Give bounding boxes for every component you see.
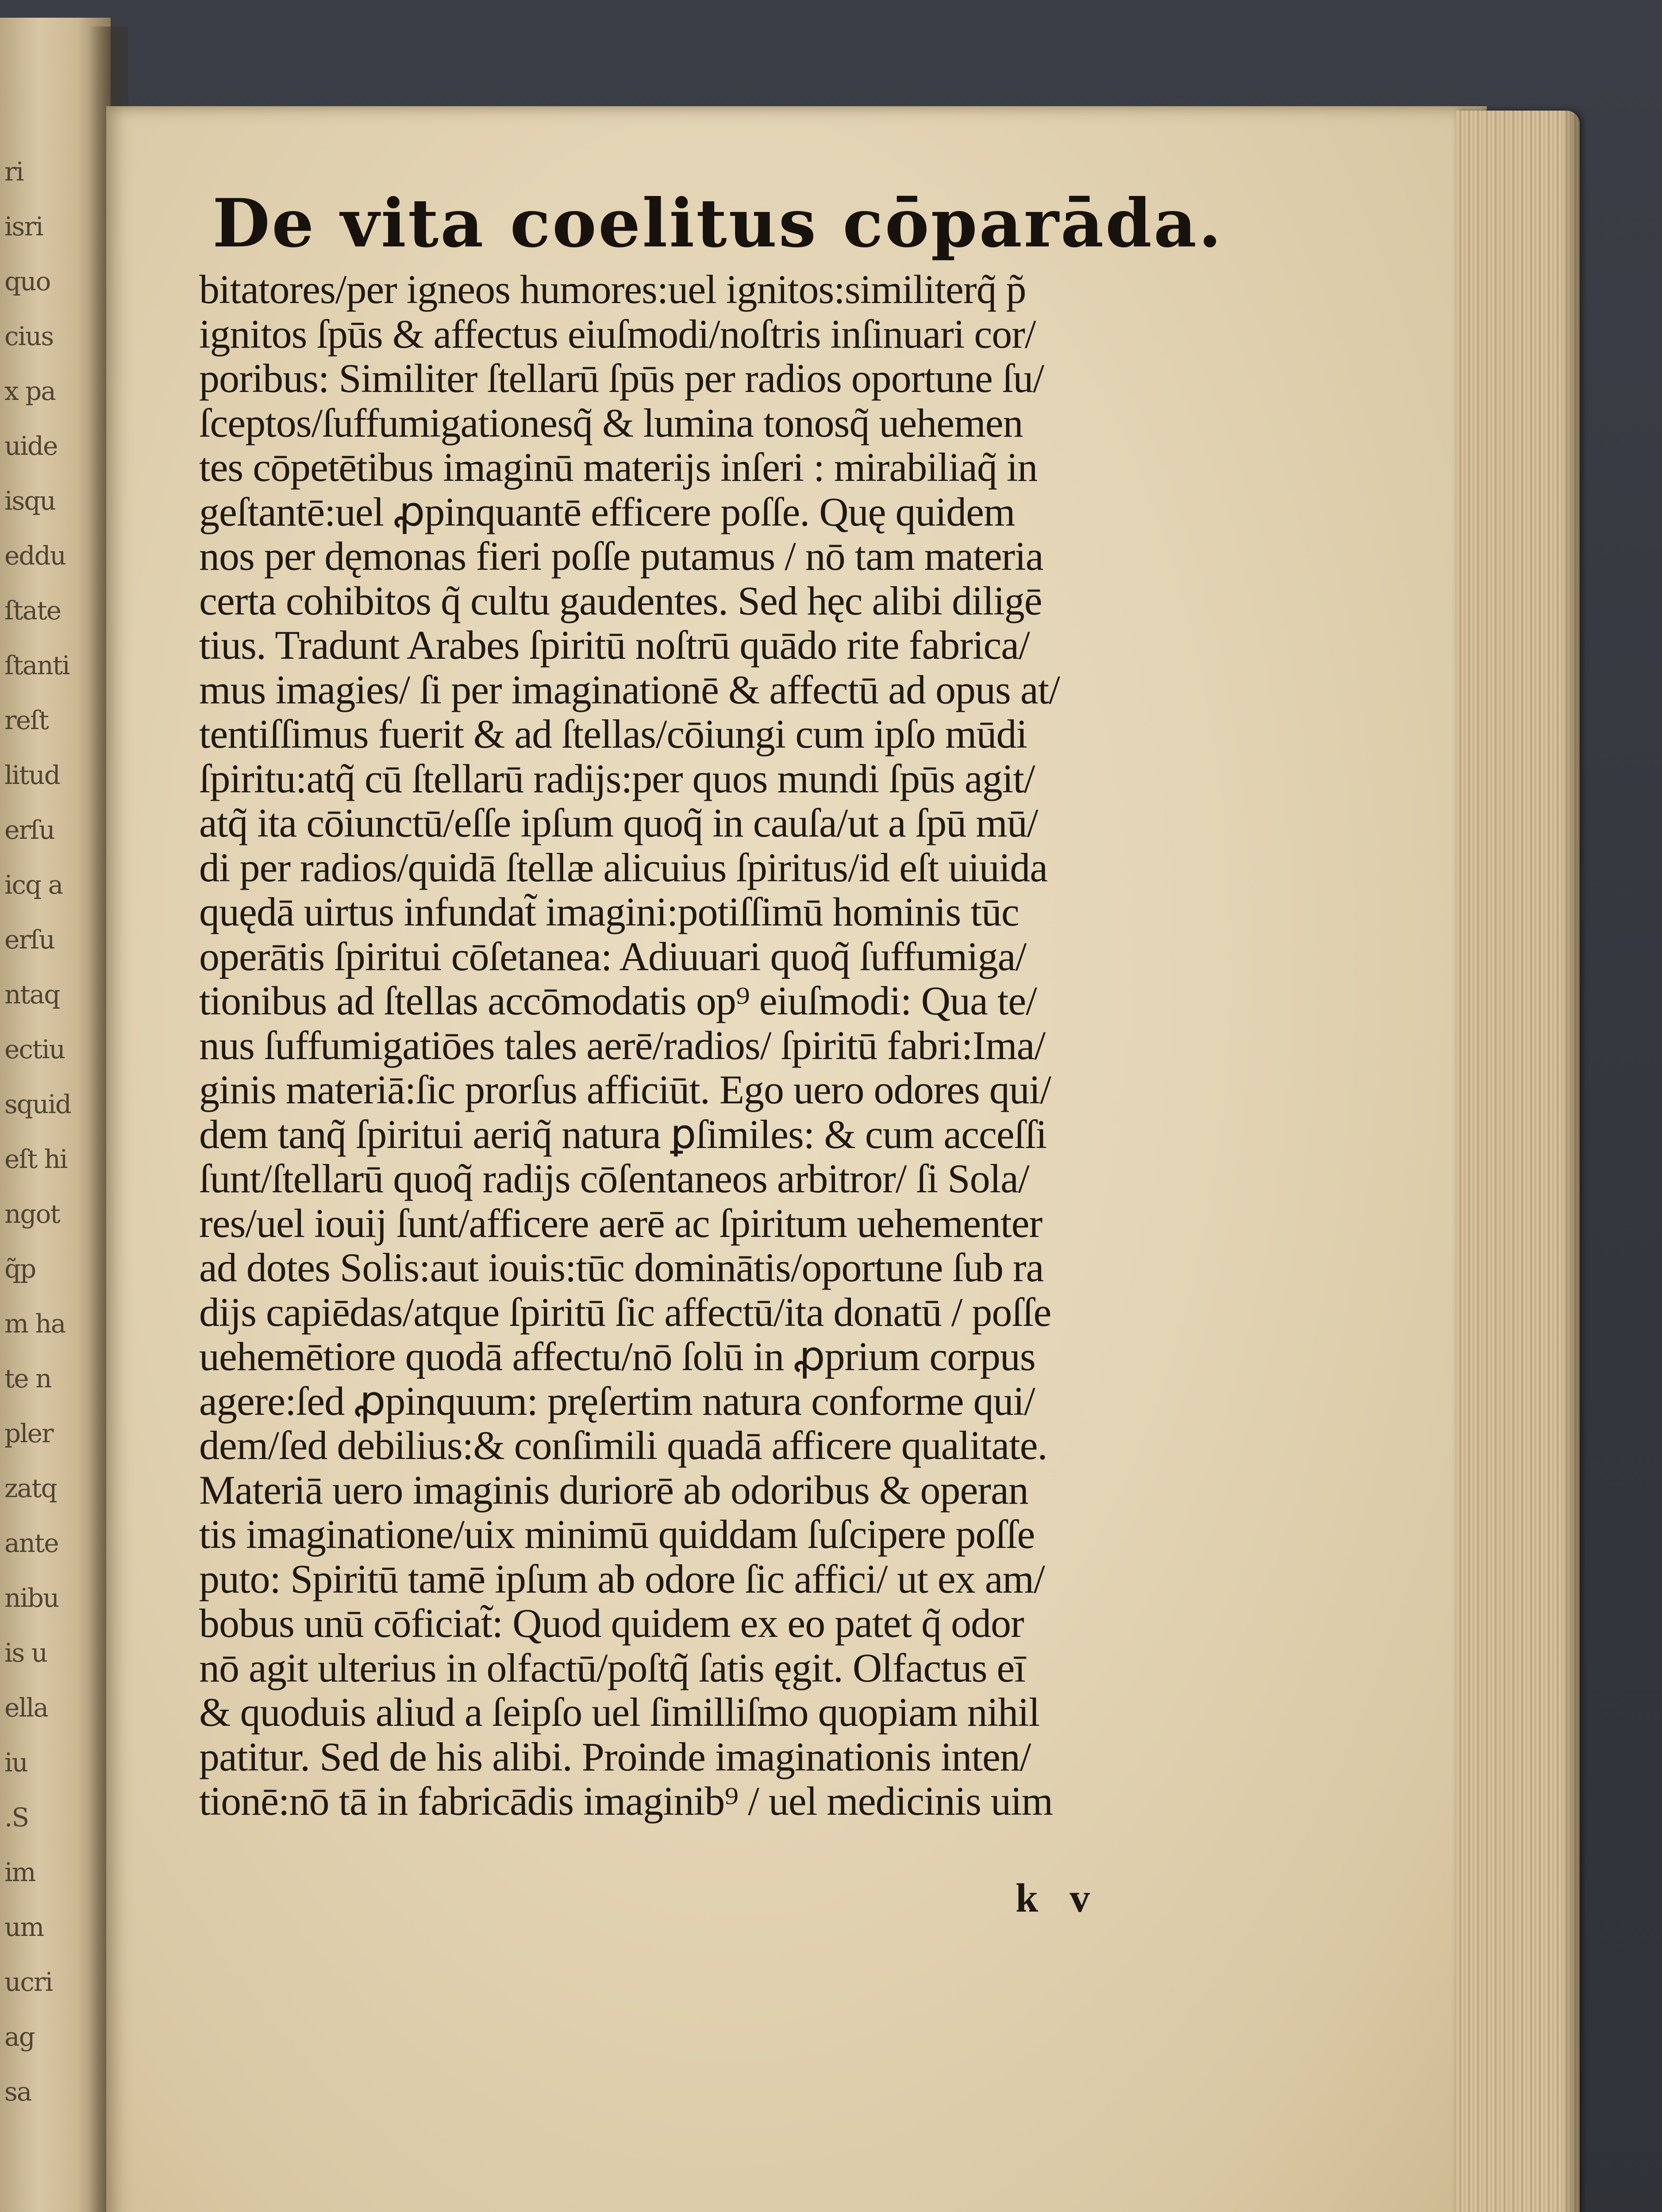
text-line: tionibus ad ſtellas accōmodatis op⁹ eiuſmodi: Qua te/: [199, 978, 1037, 1023]
facing-page-fragment: um: [4, 1912, 44, 1942]
text-line: atq̃ ita cōiunctū/eſſe ipſum quoq̃ in cauſa/ut a ſpū mū/: [199, 800, 1038, 845]
facing-page-fragment: icq a: [4, 870, 63, 900]
facing-page-fragment: erſu: [4, 925, 54, 955]
text-line: certa cohibitos q̃ cultu gaudentes. Sed hęc alibi diligē: [199, 578, 1042, 623]
text-line: quędā uirtus infundat̃ imagini:potiſſimū hominis tūc: [199, 889, 1019, 934]
facing-page-fragment: isqu: [4, 486, 55, 516]
facing-page-fragment: quo: [4, 266, 50, 296]
facing-page-fragment: nibu: [4, 1583, 59, 1613]
page-edge-stack: [1456, 111, 1580, 2212]
text-line: uehemētiore quodā affectu/nō ſolū in ꝓprium corpus: [199, 1334, 1035, 1379]
facing-page-fragment: m ha: [4, 1309, 65, 1339]
text-line: tius. Tradunt Arabes ſpiritū noſtrū quādo rite fabrica/: [199, 622, 1030, 668]
facing-page-fragment: x pa: [4, 376, 55, 406]
facing-page-fragment: ante: [4, 1528, 58, 1558]
text-line: patitur. Sed de his alibi. Proinde imaginationis inten/: [199, 1734, 1031, 1779]
facing-page-fragment: ella: [4, 1693, 48, 1723]
text-line: operātis ſpiritui cōſetanea: Adiuuari quoq̃ ſuffumiga/: [199, 933, 1027, 979]
facing-page-fragment: q̃p: [4, 1254, 36, 1284]
facing-page-fragment: sa: [4, 2077, 31, 2107]
text-line: tis imaginatione/uix minimū quiddam ſuſcipere poſſe: [199, 1512, 1035, 1557]
facing-page-fragment: iu: [4, 1747, 27, 1778]
running-head: De vita coelitus cōparāda.: [212, 184, 1223, 262]
text-block: [199, 184, 1223, 1824]
facing-page-fragment: im: [4, 1857, 35, 1887]
facing-page-fragment: reſt: [4, 705, 48, 735]
text-line: nos per dęmonas fieri poſſe putamus / nō tam materia: [199, 534, 1043, 579]
text-line: dem tanq̃ ſpiritui aeriq̃ natura ꝑſimiles: & cum acceſſi: [199, 1111, 1047, 1157]
text-line: tionē:nō tā in fabricādis imaginib⁹ / uel medicinis uim: [199, 1778, 1053, 1824]
facing-page-fragment: pler: [4, 1418, 53, 1448]
facing-page-fragment: ucri: [4, 1967, 53, 1997]
text-line: Materiā uero imaginis duriorē ab odoribus & operan: [199, 1467, 1028, 1513]
text-line: ad dotes Solis:aut iouis:tūc dominātis/oportune ſub ra: [199, 1245, 1044, 1290]
text-line: dijs capiēdas/atque ſpiritū ſic affectū/ita donatū / poſſe: [199, 1289, 1051, 1335]
text-line: ignitos ſpūs & affectus eiuſmodi/noſtris inſinuari cor/: [199, 311, 1036, 357]
facing-page-fragment: .S: [4, 1802, 29, 1832]
text-line: ſceptos/ſuffumigationesq̃ & lumina tonosq̃ uehemen: [199, 400, 1023, 445]
facing-page-fragment: uide: [4, 431, 58, 461]
text-line: nus ſuffumigatiōes tales aerē/radios/ ſpiritū fabri:Ima/: [199, 1022, 1046, 1068]
body-text: [199, 267, 1199, 1824]
facing-page-fragment: eddu: [4, 541, 65, 571]
text-line: agere:ſed ꝓpinquum: pręſertim natura conforme qui/: [199, 1378, 1035, 1424]
facing-page-fragment: ſtate: [4, 595, 61, 626]
text-line: tentiſſimus fuerit & ad ſtellas/cōiungi cum ipſo mūdi: [199, 711, 1027, 757]
text-line: res/uel iouij ſunt/afficere aerē ac ſpiritum uehementer: [199, 1200, 1043, 1246]
text-line: bitatores/per igneos humores:uel ignitos:similiterq̃ p̃: [199, 267, 1026, 312]
facing-page-fragment: ſtanti: [4, 650, 69, 680]
facing-page-fragment: isri: [4, 211, 43, 242]
text-line: poribus: Similiter ſtellarū ſpūs per radios oportune ſu/: [199, 356, 1044, 401]
facing-page-fragment: ntaq: [4, 979, 60, 1010]
text-line: bobus unū cōficiat̃: Quod quidem ex eo patet q̃ odor: [199, 1601, 1024, 1646]
facing-page-fragment: eſt hi: [4, 1144, 67, 1174]
text-line: ſunt/ſtellarū quoq̃ radijs cōſentaneos arbitror/ ſi Sola/: [199, 1156, 1029, 1201]
facing-page-fragment: ngot: [4, 1199, 60, 1229]
text-line: dem/ſed debilius:& conſimili quadā afficere qualitate.: [199, 1423, 1047, 1468]
text-line: puto: Spiritū tamē ipſum ab odore ſic affici/ ut ex am/: [199, 1556, 1045, 1601]
text-line: ginis materiā:ſic prorſus afficiūt. Ego uero odores qui/: [199, 1067, 1051, 1112]
facing-page-fragment: ri: [4, 157, 23, 187]
text-line: di per radios/quidā ſtellæ alicuius ſpiritus/id eſt uiuida: [199, 845, 1048, 890]
text-line: nō agit ulterius in olfactū/poſtq̃ ſatis ęgit. Olfactus eī: [199, 1645, 1025, 1690]
text-line: geſtantē:uel ꝓpinquantē efficere poſſe. Quę quidem: [199, 489, 1015, 534]
facing-page-fragment: litud: [4, 760, 60, 790]
text-line: tes cōpetētibus imaginū materijs inſeri : mirabiliaq̃ in: [199, 445, 1038, 490]
facing-page-fragment: ag: [4, 2022, 35, 2052]
facing-page-fragment: ectiu: [4, 1034, 65, 1064]
text-line: ſpiritu:atq̃ cū ſtellarū radijs:per quos mundi ſpūs agit/: [199, 756, 1035, 801]
facing-page-fragment: squid: [4, 1089, 71, 1119]
signature-mark: k v: [1016, 1875, 1101, 1920]
facing-page-fragment: erſu: [4, 815, 54, 845]
facing-page-fragment: zatq: [4, 1473, 57, 1503]
facing-page-fragment: te n: [4, 1363, 51, 1394]
text-line: & quoduis aliud a ſeipſo uel ſimilliſmo quopiam nihil: [199, 1690, 1040, 1735]
facing-page-fragment: cius: [4, 321, 54, 351]
text-line: mus imagies/ ſi per imaginationē & affectū ad opus at/: [199, 667, 1060, 712]
facing-page-fragment: is u: [4, 1638, 47, 1668]
